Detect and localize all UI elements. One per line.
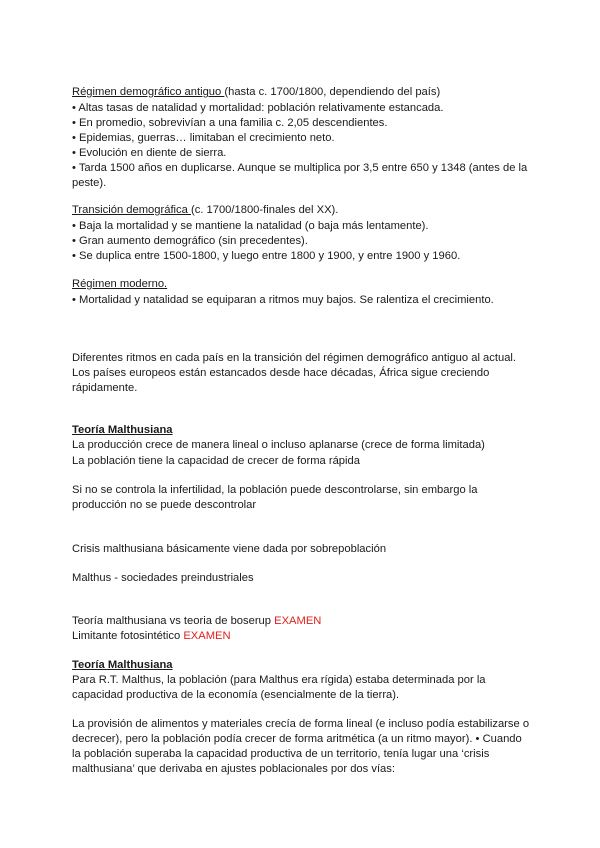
malthus2-paragraph: malthusiana’ que derivaba en ajustes poblacionales por dos vías:	[72, 763, 395, 775]
malthus2-paragraph: decrecer), pero la población podía crecer de forma aritmética (a un ritmo mayor). • Cuando	[72, 733, 522, 745]
antiguo-title-rest: (hasta c. 1700/1800, dependiendo del país)	[224, 86, 441, 98]
malthus2-paragraph: La provisión de alimentos y materiales crecía de forma lineal (e incluso podía estabilizarse o	[72, 718, 530, 730]
moderno-title: Régimen moderno.	[72, 278, 168, 290]
malthus2-paragraph: la población superaba la capacidad productiva de un territorio, tenía lugar una ‘crisis	[72, 748, 490, 760]
moderno-bullet: • Mortalidad y natalidad se equiparan a ritmos muy bajos. Se ralentiza el crecimiento.	[72, 294, 494, 306]
malthus-line: La producción crece de manera lineal o incluso aplanarse (crece de forma limitada)	[72, 439, 485, 451]
ritmos-text: Los países europeos están estancados desde hace décadas, África sigue creciendo	[72, 367, 490, 379]
examen-note-text: Teoría malthusiana vs teoria de boserup	[72, 615, 275, 627]
antiguo-bullet: • Tarda 1500 años en duplicarse. Aunque se multiplica por 3,5 entre 650 y 1348 (antes de la	[72, 162, 528, 174]
malthus-paragraph: Si no se controla la infertilidad, la población puede descontrolarse, sin embargo la	[72, 484, 478, 496]
transicion-bullet: • Baja la mortalidad y se mantiene la natalidad (o baja más lentamente).	[72, 220, 429, 232]
examen-note	[72, 614, 321, 629]
ritmos-text: rápidamente.	[72, 382, 138, 394]
antiguo-title: Régimen demográfico antiguo	[72, 86, 225, 98]
transicion-title: Transición demográfica	[72, 204, 191, 216]
malthus-paragraph: producción no se puede descontrolar	[72, 499, 257, 511]
transicion-title-rest: (c. 1700/1800-finales del XX).	[190, 204, 339, 216]
examen-note	[72, 629, 231, 644]
transicion-heading	[72, 203, 338, 218]
malthus2-paragraph: capacidad productiva de la economía (esencialmente de la tierra).	[72, 689, 400, 701]
antiguo-bullet-cont: peste).	[72, 177, 107, 189]
sociedades-text: Malthus - sociedades preindustriales	[72, 572, 254, 584]
antiguo-bullet: • En promedio, sobrevivían a una familia c. 2,05 descendientes.	[72, 117, 388, 129]
malthus2-paragraph: Para R.T. Malthus, la población (para Malthus era rígida) estaba determinada por la	[72, 674, 486, 686]
ritmos-text: Diferentes ritmos en cada país en la transición del régimen demográfico antiguo al actual.	[72, 352, 517, 364]
malthus-heading: Teoría Malthusiana	[72, 424, 173, 436]
transicion-bullet: • Se duplica entre 1500-1800, y luego entre 1800 y 1900, y entre 1900 y 1960.	[72, 250, 461, 262]
examen-tag: EXAMEN	[183, 630, 231, 642]
examen-tag: EXAMEN	[274, 615, 322, 627]
antiguo-heading	[72, 85, 440, 100]
malthus-line: La población tiene la capacidad de crecer de forma rápida	[72, 455, 360, 467]
antiguo-bullet: • Epidemias, guerras… limitaban el crecimiento neto.	[72, 132, 335, 144]
examen-note-text: Limitante fotosintético	[72, 630, 184, 642]
crisis-text: Crisis malthusiana básicamente viene dada por sobrepoblación	[72, 543, 387, 555]
malthus2-heading: Teoría Malthusiana	[72, 659, 173, 671]
antiguo-bullet: • Evolución en diente de sierra.	[72, 147, 227, 159]
transicion-bullet: • Gran aumento demográfico (sin precedentes).	[72, 235, 308, 247]
antiguo-bullet: • Altas tasas de natalidad y mortalidad: población relativamente estancada.	[72, 102, 444, 114]
